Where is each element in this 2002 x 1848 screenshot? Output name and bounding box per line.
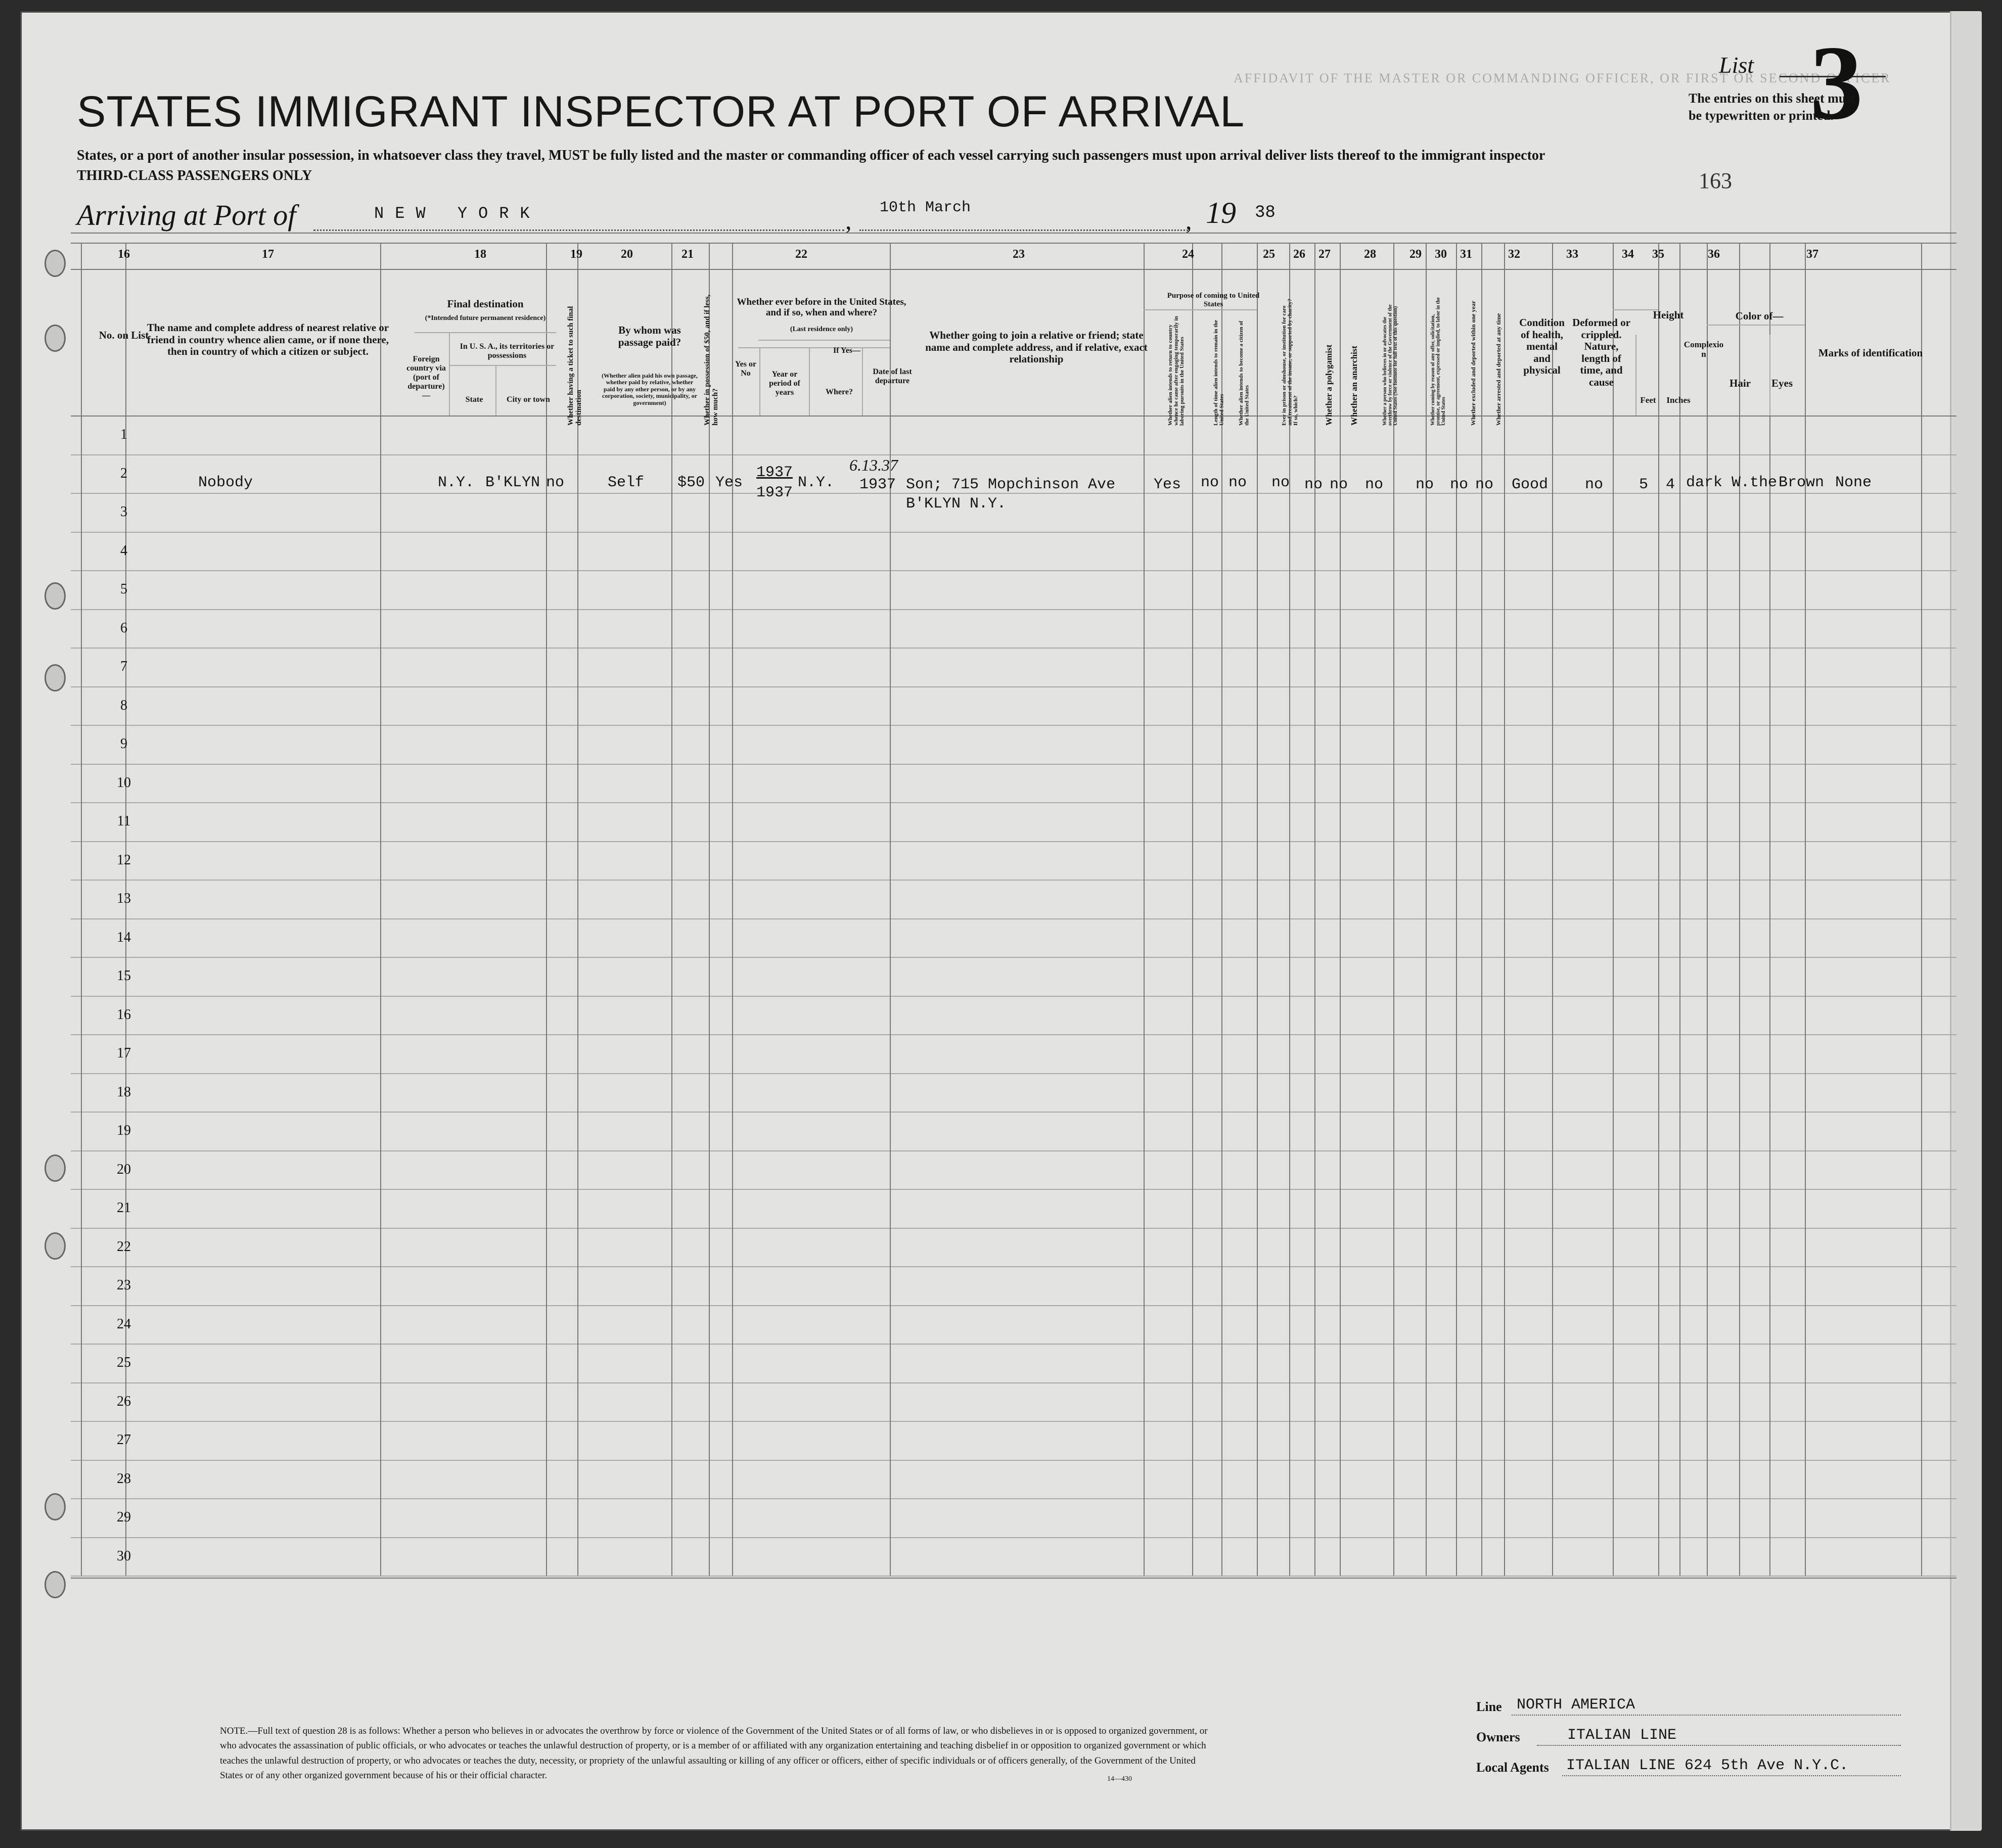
row-number: 5 (120, 581, 127, 597)
header-deformed: Deformed or crippled. Nature, length of time, and cause (1572, 316, 1630, 388)
grid-line (1921, 243, 1922, 1576)
row-number: 16 (117, 1006, 131, 1023)
grid-line (71, 918, 1956, 919)
entries-note-2: be typewritten or printed. (1689, 108, 1834, 123)
header-ever-before: Whether ever before in the United States, and if so, when and where? (737, 297, 906, 318)
header-length-of-time: Length of time alien intends to remain in the United States (1213, 320, 1225, 426)
punch-hole (44, 250, 66, 277)
grid-line (759, 347, 760, 415)
col-number: 30 (1435, 248, 1447, 261)
row-number: 6 (120, 620, 127, 636)
entry-years-b: 1937 (756, 484, 793, 501)
grid-line (1707, 243, 1708, 1576)
col-number: 26 (1293, 248, 1305, 261)
entry-citizen: no (1228, 474, 1247, 491)
col-number: 32 (1508, 248, 1520, 261)
agents-underline (1562, 1775, 1901, 1776)
entry-money: $50 (677, 474, 705, 491)
grid-line (71, 570, 1956, 571)
entry-city: B'KLYN (485, 474, 540, 491)
entry-hair: W.the (1732, 474, 1778, 491)
header-state: State (465, 395, 483, 404)
header-if-yes: If Yes— (833, 346, 861, 355)
entry-excluded: no (1450, 476, 1469, 493)
row-number: 24 (117, 1316, 131, 1332)
grid-line (1426, 243, 1427, 1576)
grid-line (1769, 243, 1770, 1576)
header-final-destination: Final destination (447, 298, 524, 310)
entry-before-yes: Yes (715, 474, 743, 491)
header-year-period: Year or period of years (769, 370, 800, 397)
row-number: 12 (117, 852, 131, 868)
grid-line (1658, 243, 1659, 1576)
entry-overthrow: no (1365, 476, 1384, 493)
entry-ticket: no (546, 474, 565, 491)
row-number: 23 (117, 1277, 131, 1293)
grid-line (1221, 243, 1222, 1576)
row-number: 30 (117, 1548, 131, 1564)
row-number: 25 (117, 1355, 131, 1370)
header-nearest-relative: The name and complete address of nearest relative or friend in country whence alien came, or if none there, then in country of which a citizen or subject. (147, 321, 389, 358)
owners-label: Owners (1476, 1730, 1520, 1744)
grid-line (1679, 243, 1680, 1576)
list-number-stamp: 3 (1810, 24, 1863, 142)
grid-line (1707, 325, 1805, 326)
col-number: 20 (621, 248, 633, 261)
owners-value: ITALIAN LINE (1567, 1727, 1677, 1744)
row-number: 8 (120, 697, 127, 713)
grid-line (546, 243, 547, 1576)
entry-polygamist: no (1304, 476, 1323, 493)
grid-line (71, 1034, 1956, 1035)
owners-underline (1537, 1745, 1901, 1746)
header-hair: Hair (1730, 377, 1751, 389)
grid-line (1552, 243, 1553, 1576)
header-polygamist: Whether a polygamist (1324, 344, 1334, 426)
row-number: 19 (117, 1123, 131, 1138)
grid-line (71, 1537, 1956, 1538)
header-where: Where? (826, 388, 853, 396)
arriving-label: Arriving at Port of (77, 199, 296, 232)
grid-line (71, 1266, 1956, 1267)
punch-hole (44, 1154, 66, 1182)
col-number: 22 (795, 248, 807, 261)
page-edge (1950, 11, 1982, 1831)
entry-inches: 4 (1666, 476, 1675, 493)
entry-departure-handwritten: 6.13.37 (849, 456, 898, 474)
line-value: NORTH AMERICA (1517, 1696, 1635, 1714)
header-marks: Marks of identification (1818, 347, 1923, 359)
col-number: 37 (1806, 248, 1818, 261)
grid-line (71, 802, 1956, 803)
grid-line (71, 725, 1956, 726)
header-final-destination-note: (*Intended future permanent residence) (425, 314, 546, 322)
col-number: 29 (1409, 248, 1422, 261)
entry-relative: Nobody (198, 474, 253, 491)
header-yes-no: Yes or No (735, 360, 757, 378)
grid-line (1739, 243, 1740, 1576)
grid-line (1504, 243, 1505, 1576)
entry-health: Good (1512, 476, 1549, 493)
subtitle: States, or a port of another insular possession, in whatsoever class they travel, MUST be fully listed and the master or commanding officer of each vessel carrying such passengers must upon arrival deliver lists thereof to the immigrant inspector (77, 148, 1545, 163)
line-label: Line (1476, 1699, 1502, 1714)
header-city: City or town (507, 395, 550, 404)
col-number: 35 (1652, 248, 1664, 261)
header-going-to-join: Whether going to join a relative or friend; state name and complete address, and if relative, exact relationship (925, 329, 1148, 365)
grid-line (495, 365, 496, 415)
row-number: 11 (117, 813, 131, 829)
header-complexion: Complexion (1684, 340, 1724, 359)
entry-labor: no (1416, 476, 1434, 493)
grid-line (71, 1112, 1956, 1113)
entry-join-line-2: B'KLYN N.Y. (906, 495, 1007, 513)
grid-line (71, 1382, 1956, 1383)
col-number: 28 (1364, 248, 1376, 261)
list-label: List (1719, 52, 1754, 78)
grid-line (71, 1498, 1956, 1499)
row-number: 2 (120, 465, 127, 481)
row-number: 13 (117, 891, 131, 906)
col-number: 25 (1263, 248, 1275, 261)
grid-line (449, 332, 450, 415)
grid-line (71, 1150, 1956, 1151)
entry-join-line-1: Son; 715 Mopchinson Ave (906, 476, 1116, 493)
port-underline (313, 229, 844, 231)
grid-line (1456, 243, 1457, 1576)
grid-line (71, 648, 1956, 649)
header-date-last-departure: Date of last departure (873, 367, 912, 385)
manifest-sheet (20, 11, 1982, 1831)
year-prefix: 19 (1206, 196, 1236, 229)
header-health: Condition of health, mental and physical (1519, 316, 1565, 377)
row-number: 22 (117, 1238, 131, 1255)
entry-length: no (1201, 474, 1219, 491)
entry-arrested: no (1475, 476, 1494, 493)
grid-line (71, 841, 1956, 842)
grid-line (71, 1576, 1956, 1577)
agents-label: Local Agents (1476, 1760, 1549, 1775)
port-value: NEW YORK (374, 204, 541, 223)
page-title: STATES IMMIGRANT INSPECTOR AT PORT OF ARRIVAL (77, 87, 1245, 136)
grid-line (71, 454, 1956, 455)
grid-line (577, 243, 578, 1576)
punch-hole (44, 1232, 66, 1260)
grid-line (71, 686, 1956, 687)
header-foreign-country: Foreign country via (port of departure)— (406, 355, 446, 400)
row-number: 1 (120, 427, 127, 442)
row-number: 9 (120, 736, 127, 752)
col-number: 18 (474, 248, 486, 261)
header-feet: Feet (1640, 395, 1656, 405)
col-number: 16 (118, 248, 130, 261)
row-number: 15 (117, 968, 131, 984)
grid-line (71, 243, 1956, 244)
grid-line (71, 957, 1956, 958)
entry-departure: 1937 (859, 476, 896, 493)
entries-note-1: The entries on this sheet must (1689, 91, 1856, 106)
grid-line (71, 233, 1956, 234)
grid-line (71, 880, 1956, 881)
row-number: 4 (120, 542, 127, 559)
grid-line (450, 365, 556, 366)
grid-line (71, 269, 1956, 270)
header-excluded: Whether excluded and deported within one year (1470, 300, 1477, 426)
header-labor-offer: Whether coming by reason of any offer, solicitation, promise, or agreement, expressed or implied, to labor in the United States (1430, 297, 1446, 426)
form-number: 14—430 (1107, 1775, 1132, 1783)
grid-line (71, 1421, 1956, 1422)
entry-where: N.Y. (798, 474, 835, 491)
col-number: 21 (681, 248, 694, 261)
grid-line (1144, 309, 1257, 310)
row-number: 18 (117, 1084, 131, 1100)
agents-value: ITALIAN LINE 624 5th Ave N.Y.C. (1566, 1757, 1849, 1774)
grid-line (1314, 243, 1315, 1576)
grid-line (71, 532, 1956, 533)
header-arrested: Whether arrested and deported at any time (1495, 313, 1502, 426)
grid-line (380, 243, 381, 1576)
entry-paid-by: Self (608, 474, 645, 491)
grid-line (1769, 335, 1770, 415)
row-number: 7 (120, 659, 127, 674)
row-number: 10 (117, 774, 131, 791)
header-become-citizen: Whether alien intends to become a citizen of the United States (1238, 320, 1250, 426)
row-number: 28 (117, 1470, 131, 1487)
col-number: 31 (1460, 248, 1472, 261)
grid-line (1481, 243, 1482, 1576)
header-passage-note: (Whether alien paid his own passage, whether paid by relative, whether paid by any other person, or by any corporation, society, municipality, or government) (602, 372, 698, 406)
grid-line (1805, 243, 1806, 1576)
header-purpose: Purpose of coming to United States (1167, 292, 1260, 308)
line-underline (1512, 1715, 1901, 1716)
header-possession-50: Whether in possession of $50, and if less, how much? (703, 294, 719, 426)
entry-feet: 5 (1639, 476, 1649, 493)
faint-bleedthrough-text: AFFIDAVIT OF THE MASTER OR COMMANDING OFFICER, OR FIRST OR SECOND OFFICER (1234, 71, 1891, 85)
row-number: 21 (117, 1200, 131, 1216)
entry-eyes: Brown (1779, 474, 1825, 491)
grid-line (1192, 243, 1193, 1576)
grid-line (1257, 243, 1258, 1576)
grid-line (71, 1344, 1956, 1345)
header-prison: Ever in prison or almshouse, or institution for care and treatment of the insane, or supported by charity? If so, which? (1281, 298, 1299, 426)
grid-line (758, 340, 890, 341)
punch-hole (44, 582, 66, 610)
col-number: 36 (1708, 248, 1720, 261)
col-number: 24 (1182, 248, 1194, 261)
punch-hole (44, 664, 66, 691)
entry-marks: None (1835, 474, 1872, 491)
header-height: Height (1653, 309, 1684, 321)
header-color-of: Color of— (1735, 310, 1784, 322)
grid-line (1289, 243, 1290, 1576)
row-number: 26 (117, 1393, 131, 1409)
header-eyes: Eyes (1771, 377, 1793, 389)
grid-line (732, 243, 733, 1576)
row-number: 20 (117, 1161, 131, 1177)
row-number: 29 (117, 1509, 131, 1525)
grid-line (1144, 243, 1145, 1576)
class-line: THIRD-CLASS PASSENGERS ONLY (77, 168, 312, 183)
header-in-usa: In U. S. A., its territories or possessions (460, 342, 555, 360)
col-number: 33 (1566, 248, 1578, 261)
entry-deformed: no (1585, 476, 1604, 493)
grid-line (71, 1228, 1956, 1229)
grid-line (71, 415, 1956, 417)
grid-line (1340, 243, 1341, 1576)
comma: , (845, 206, 852, 235)
grid-line (1393, 243, 1394, 1576)
header-anarchist: Whether an anarchist (1349, 345, 1359, 426)
grid-line (71, 764, 1956, 765)
grid-line (71, 1073, 1956, 1074)
grid-line (71, 1578, 1956, 1579)
grid-line (71, 1305, 1956, 1306)
header-passage-paid: By whom was passage paid? (618, 324, 681, 348)
col-number: 17 (262, 248, 274, 261)
year-suffix: 38 (1255, 203, 1276, 222)
grid-line (862, 347, 863, 415)
entry-complexion: dark (1686, 474, 1723, 491)
grid-line (415, 332, 556, 333)
grid-line (1613, 243, 1614, 1576)
date-value: 10th March (880, 199, 971, 216)
grid-line (71, 609, 1956, 610)
punch-hole (44, 1493, 66, 1520)
row-number: 3 (120, 504, 127, 520)
entry-anarchist: no (1330, 476, 1348, 493)
header-last-residence: (Last residence only) (790, 326, 853, 333)
entry-prison: no (1271, 474, 1290, 491)
comma: , (1186, 206, 1192, 235)
header-intends-return: Whether alien intends to return to country whence he came after engaging temporarily in laboring pursuits in the United States (1167, 316, 1186, 426)
row-number: 17 (117, 1045, 131, 1061)
col-number: 23 (1013, 248, 1025, 261)
entry-years-a: 1937 (756, 464, 793, 481)
row-number: 14 (117, 929, 131, 945)
grid-line (71, 1189, 1956, 1190)
grid-line (709, 243, 710, 1576)
header-ticket: Whether having a ticket to such final destination (567, 306, 583, 426)
entry-state: N.Y. (438, 474, 475, 491)
col-number: 19 (570, 248, 582, 261)
date-underline (859, 229, 1188, 231)
sheet-number: 163 (1699, 168, 1732, 193)
footnote-question-28: NOTE.—Full text of question 28 is as follows: Whether a person who believes in or advocates the overthrow by force or violence of the Government of the United States or of all forms of law, or who disbelieves in or is opposed to organized government, or who advocates the assassination of public officials, or who advocates or teaches the unlawful destruction of property, or is a member of or affiliated with any organization entertaining and teaching disbelief in or opposition to organized government or which teaches the unlawful destruction of property, or who advocates or teaches the duty, necessity, or propriety of the unlawful assaulting or killing of any officer or officers, either of specific individuals or of officers generally, of the Government of the United States or of any other organized government because of his or their official character. (220, 1726, 1208, 1781)
grid-line (890, 243, 891, 1576)
header-inches: Inches (1666, 395, 1691, 405)
punch-hole (44, 325, 66, 352)
grid-line (71, 1460, 1956, 1461)
grid-line (809, 347, 810, 415)
entry-purpose-return: Yes (1154, 476, 1181, 493)
grid-line (71, 996, 1956, 997)
header-no-on-list: No. on List (99, 329, 149, 341)
grid-line (671, 243, 672, 1576)
row-number: 27 (117, 1432, 131, 1448)
col-number: 34 (1622, 248, 1634, 261)
header-overthrow: Whether a person who believes in or advocates the overthrow by force or violence of the Government of the United States (See footnote for full text of this question) (1382, 304, 1398, 426)
punch-hole (44, 1571, 66, 1598)
col-number: 27 (1318, 248, 1331, 261)
